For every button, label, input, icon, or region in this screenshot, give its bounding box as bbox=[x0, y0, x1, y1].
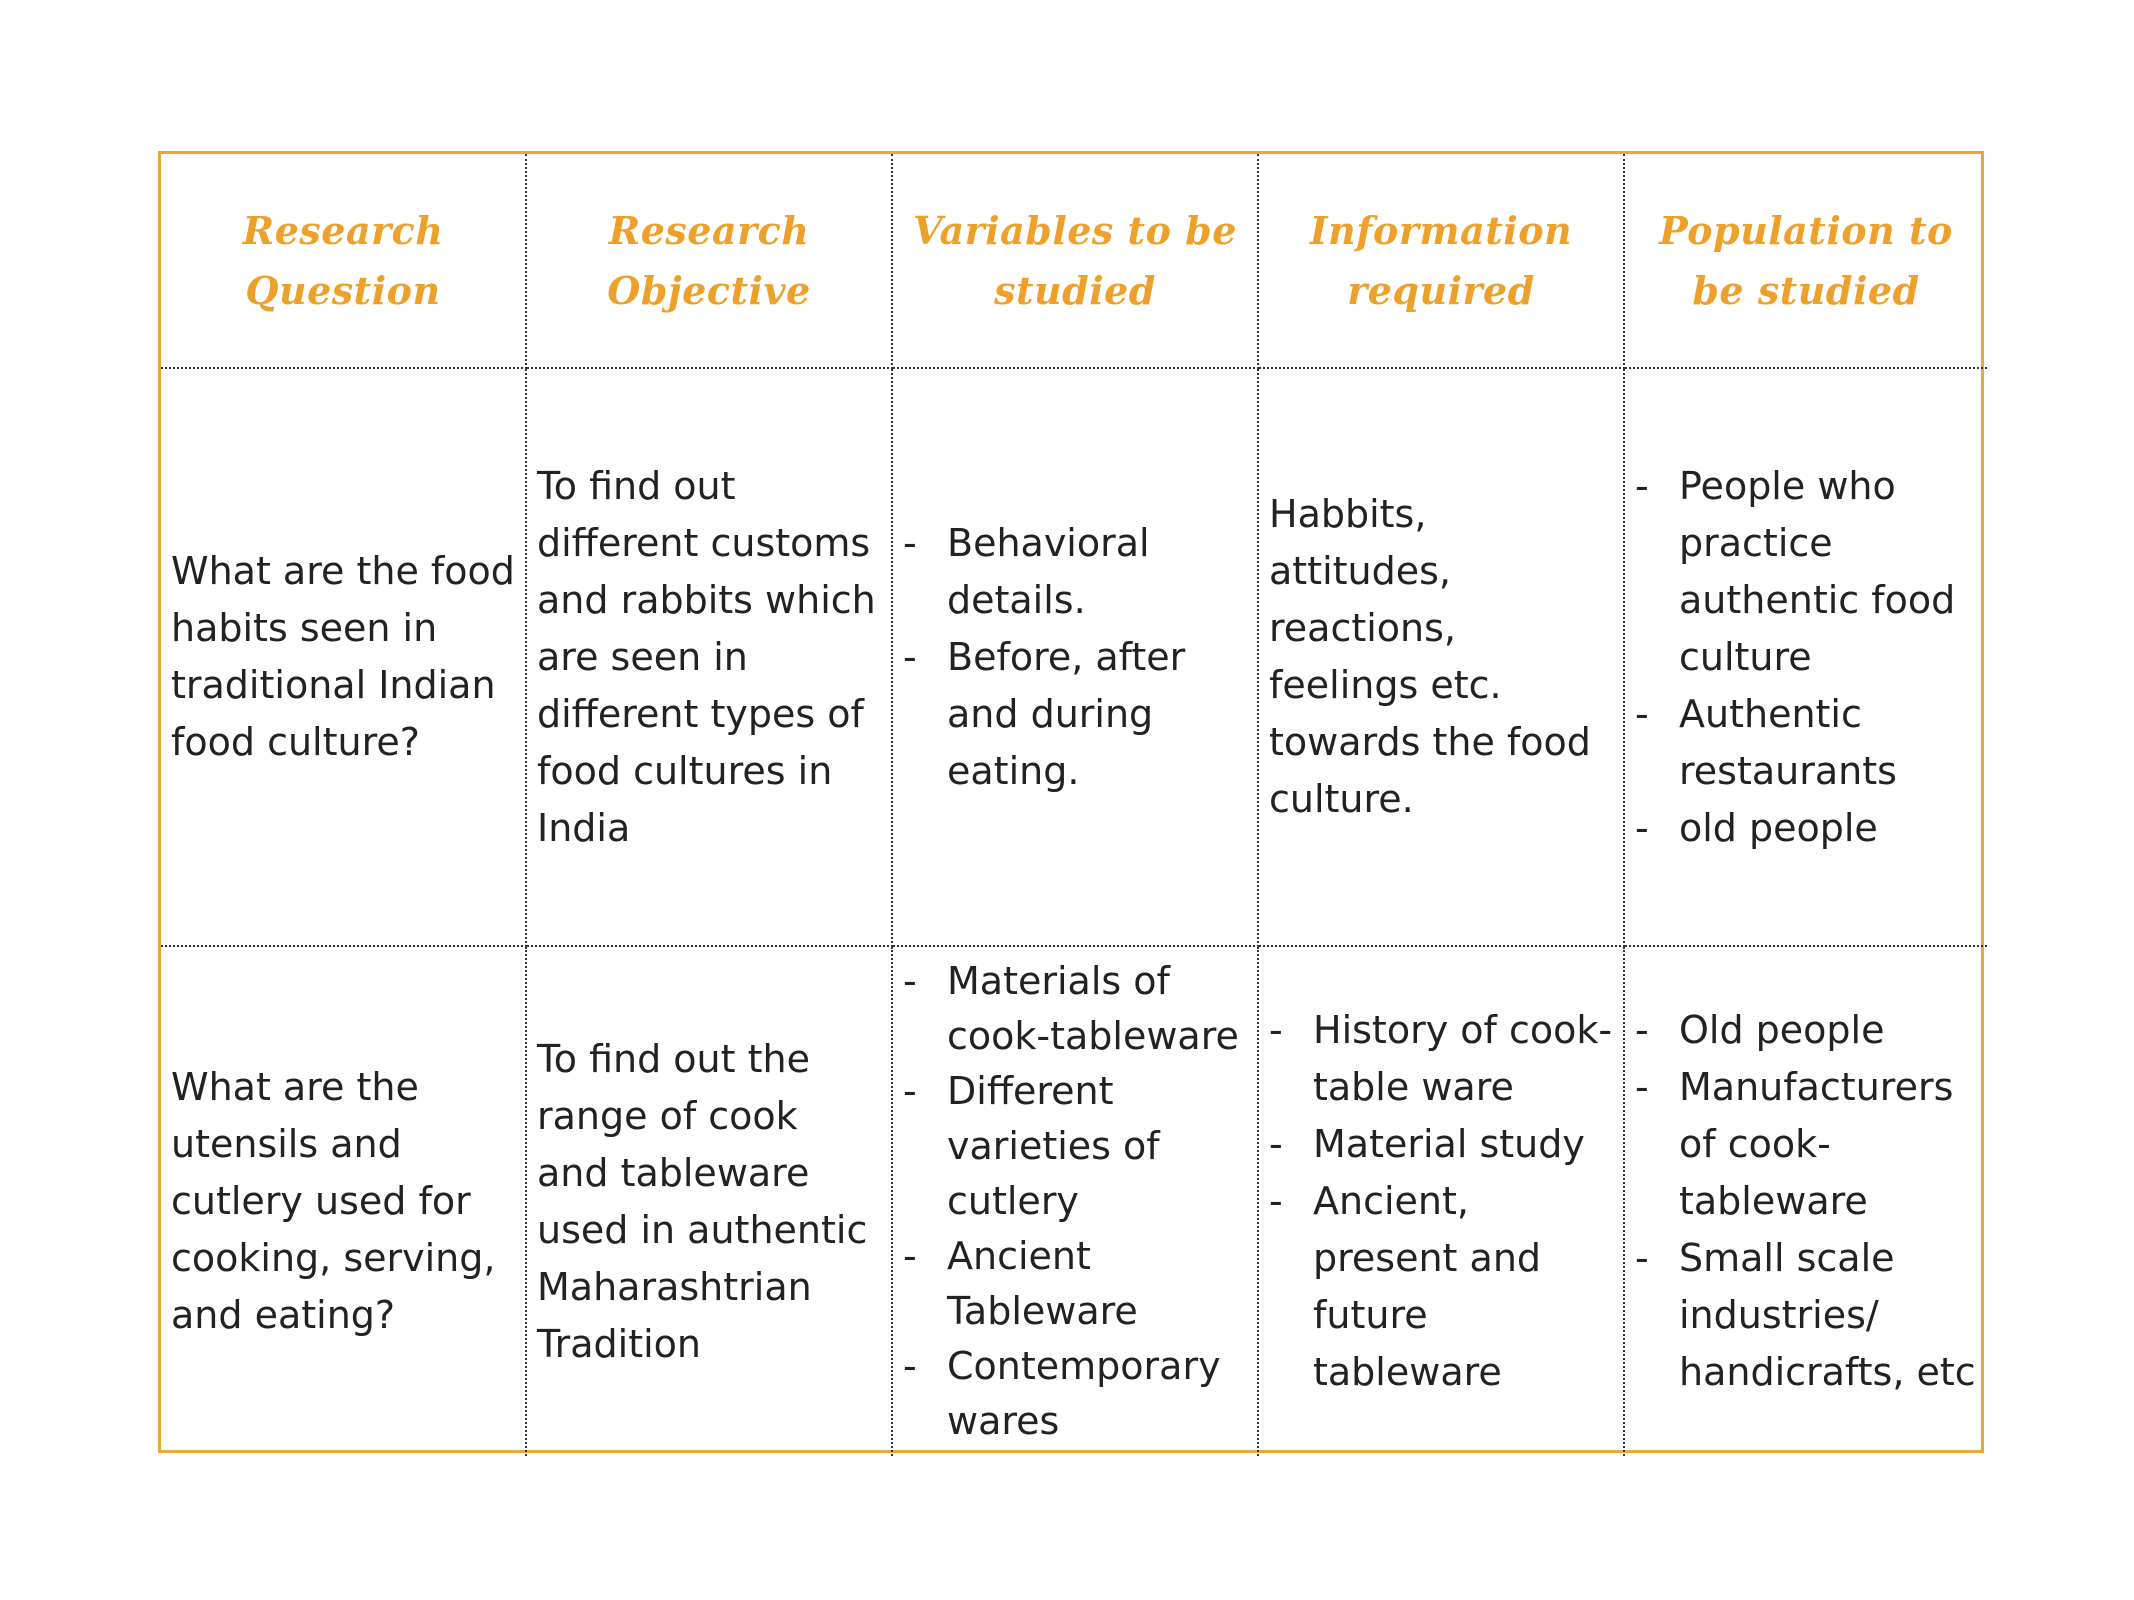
row2-population-cell bbox=[1625, 947, 1987, 1456]
dash-marker: - bbox=[903, 1069, 917, 1113]
list-item bbox=[1269, 1173, 1615, 1401]
list-item bbox=[903, 1339, 1249, 1449]
header-research-objective bbox=[527, 154, 893, 369]
list-item-text: People who practice authentic food culture bbox=[1679, 463, 1956, 679]
list-item bbox=[1635, 458, 1979, 686]
list-item bbox=[1635, 1059, 1979, 1230]
list-item-text: Before, after and during eating. bbox=[947, 634, 1186, 793]
list-item bbox=[903, 1229, 1249, 1339]
list-item-text: Ancient, present and future tableware bbox=[1313, 1179, 1542, 1394]
list-item-text: Behavioral details. bbox=[947, 520, 1150, 622]
header-variables bbox=[893, 154, 1259, 369]
list-item-text: Materials of cook-tableware bbox=[947, 959, 1239, 1058]
row1-population-cell bbox=[1625, 369, 1987, 947]
dash-marker: - bbox=[1269, 1008, 1283, 1052]
header-label: Variables to be studied bbox=[913, 207, 1237, 313]
row1-variables-list bbox=[893, 515, 1257, 800]
row1-information: Habbits, attitudes, reactions, feelings etc. towards the food culture. bbox=[1269, 492, 1591, 821]
header-information bbox=[1259, 154, 1625, 369]
row2-question: What are the utensils and cutlery used for cooking, serving, and eating? bbox=[171, 1065, 496, 1337]
header-research-question bbox=[161, 154, 527, 369]
list-item bbox=[1635, 1002, 1979, 1059]
row1-population-list bbox=[1625, 458, 1987, 857]
header-label: Research Objective bbox=[607, 207, 811, 313]
dash-marker: - bbox=[1635, 1065, 1649, 1109]
row2-question-cell bbox=[161, 947, 527, 1456]
row2-variables-list bbox=[893, 954, 1257, 1449]
dash-marker: - bbox=[903, 959, 917, 1003]
row1-variables-cell bbox=[893, 369, 1259, 947]
row2-information-list bbox=[1259, 1002, 1623, 1401]
list-item bbox=[1269, 1002, 1615, 1116]
list-item-text: History of cook-table ware bbox=[1313, 1008, 1613, 1109]
header-label: Research Question bbox=[242, 207, 444, 313]
row1-question-cell bbox=[161, 369, 527, 947]
list-item-text: Small scale industries/ handicrafts, etc bbox=[1679, 1236, 1976, 1394]
dash-marker: - bbox=[1635, 1008, 1649, 1052]
row1-objective: To find out different customs and rabbits which are seen in different types of food cultures in India bbox=[537, 463, 876, 850]
dash-marker: - bbox=[1635, 691, 1649, 736]
dash-marker: - bbox=[1269, 1122, 1283, 1166]
row2-population-list bbox=[1625, 1002, 1987, 1401]
list-item bbox=[1635, 800, 1979, 857]
list-item bbox=[903, 1064, 1249, 1229]
list-item-text: Ancient Tableware bbox=[947, 1234, 1138, 1333]
row2-objective: To find out the range of cook and tableware used in authentic Maharashtrian Tradition bbox=[537, 1036, 868, 1366]
header-population bbox=[1625, 154, 1987, 369]
research-table bbox=[158, 151, 1984, 1453]
dash-marker: - bbox=[1269, 1179, 1283, 1223]
dash-marker: - bbox=[1635, 1236, 1649, 1280]
list-item bbox=[1635, 1230, 1979, 1401]
row1-question: What are the food habits seen in traditional Indian food culture? bbox=[171, 549, 515, 764]
header-label: Information required bbox=[1309, 207, 1573, 313]
list-item-text: Different varieties of cutlery bbox=[947, 1069, 1160, 1223]
dash-marker: - bbox=[1635, 805, 1649, 850]
dash-marker: - bbox=[903, 520, 917, 565]
row2-objective-cell bbox=[527, 947, 893, 1456]
list-item bbox=[903, 515, 1249, 629]
dash-marker: - bbox=[1635, 463, 1649, 508]
row1-objective-cell bbox=[527, 369, 893, 947]
list-item-text: old people bbox=[1679, 805, 1878, 850]
row1-information-cell bbox=[1259, 369, 1625, 947]
list-item-text: Old people bbox=[1679, 1008, 1885, 1052]
row2-variables-cell bbox=[893, 947, 1259, 1456]
list-item-text: Contemporary wares bbox=[947, 1344, 1221, 1443]
list-item-text: Material study bbox=[1313, 1122, 1585, 1166]
row2-information-cell bbox=[1259, 947, 1625, 1456]
list-item bbox=[903, 954, 1249, 1064]
dash-marker: - bbox=[903, 634, 917, 679]
list-item-text: Authentic restaurants bbox=[1679, 691, 1897, 793]
dash-marker: - bbox=[903, 1234, 917, 1278]
header-label: Population to be studied bbox=[1659, 207, 1953, 313]
list-item bbox=[1269, 1116, 1615, 1173]
list-item bbox=[1635, 686, 1979, 800]
list-item bbox=[903, 629, 1249, 800]
list-item-text: Manufacturers of cook-tableware bbox=[1679, 1065, 1954, 1223]
dash-marker: - bbox=[903, 1344, 917, 1388]
